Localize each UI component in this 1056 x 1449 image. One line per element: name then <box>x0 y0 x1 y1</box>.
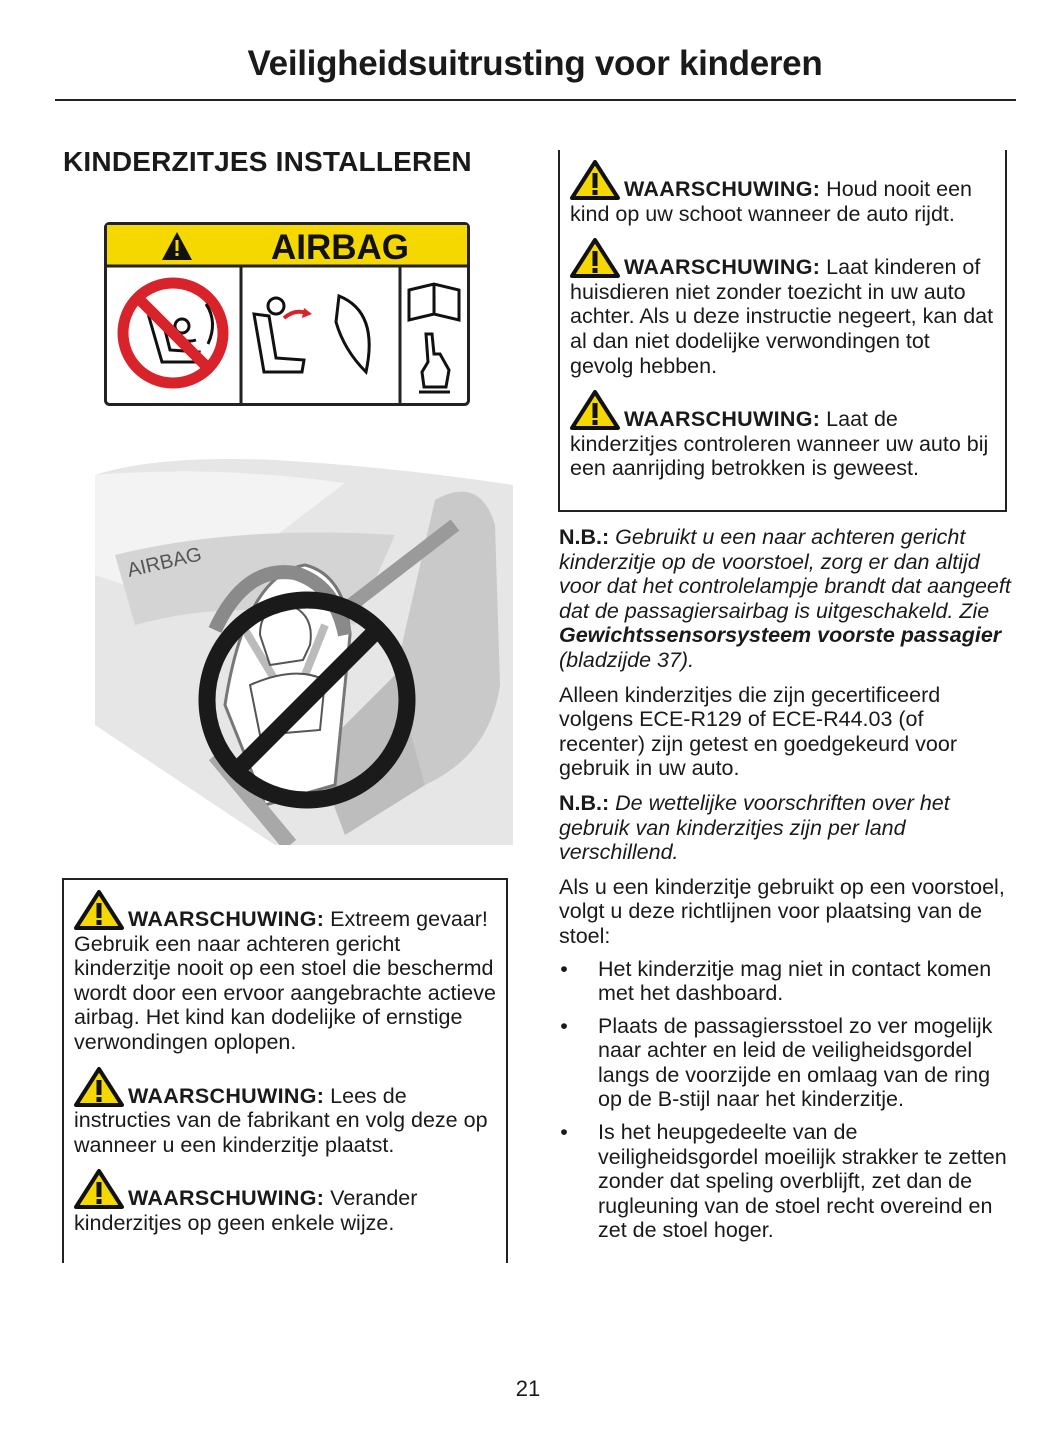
warning-label: WAARSCHUWING: <box>128 907 325 931</box>
section-heading: KINDERZITJES INSTALLEREN <box>63 146 472 177</box>
title-divider <box>55 99 1016 101</box>
note-text: De wettelijke voorschriften over het gebruik van kinderzitjes zijn per land verschillend. <box>559 790 950 865</box>
left-warning-3 <box>74 1169 498 1235</box>
warning-triangle-icon <box>570 390 620 430</box>
dashboard-airbag-text: AIRBAG <box>125 543 204 582</box>
right-warning-box <box>558 150 1007 512</box>
warning-label: WAARSCHUWING: <box>624 255 821 280</box>
list-item <box>559 1120 1011 1243</box>
list-item-text: Plaats de passagiersstoel zo ver mogelijk naar achter en leid de veiligheidsgordel langs de voorzijde en omlaag van de ring op de B-stijl naar het kinderzitje. <box>598 1013 993 1112</box>
list-item-text: Is het heupgedeelte van de veiligheidsgordel moeilijk strakker te zetten zonder dat speling overblijft, zet dan de rugleuning van de stoel recht overeind en zet de stoel hoger. <box>598 1120 1007 1243</box>
bullet-icon: • <box>560 1120 568 1145</box>
warning-text: Verander kinderzitjes op geen enkele wijze. <box>74 1186 418 1235</box>
bullet-icon: • <box>560 1013 568 1038</box>
right-column-body <box>559 525 1011 1251</box>
left-warning-1 <box>74 890 498 1055</box>
car-interior-illustration <box>95 455 513 845</box>
page-title: Veiligheidsuitrusting voor kinderen <box>247 44 823 83</box>
guidelines-intro: Als u een kinderzitje gebruikt op een voorstoel, volgt u deze richtlijnen voor plaatsing van de stoel: <box>559 874 1005 948</box>
list-item <box>559 1014 1011 1112</box>
warning-text: Extreem gevaar! Gebruik een naar achteren gericht kinderzitje nooit op een stoel die beschermd wordt door een ervoor aangebrachte actieve airbag. Het kind kan dodelijke of ernstige verwondingen oplopen. <box>74 907 496 1054</box>
warning-label: WAARSCHUWING: <box>624 177 821 201</box>
cross-reference-link[interactable]: Gewichtssensorsysteem voorste passagier <box>559 623 1002 648</box>
list-item <box>559 957 1011 1006</box>
warning-label: WAARSCHUWING: <box>624 407 821 432</box>
note-label: N.B.: <box>559 790 610 815</box>
page-number: 21 <box>515 1376 541 1401</box>
warning-triangle-icon <box>74 890 124 930</box>
bullet-icon: • <box>560 956 568 981</box>
right-warning-1 <box>570 160 997 226</box>
right-warning-2 <box>570 238 997 378</box>
right-warning-3 <box>570 390 997 481</box>
note-regulations <box>559 791 1011 865</box>
warning-triangle-icon <box>74 1169 124 1209</box>
left-warning-box <box>62 878 508 1263</box>
note-airbag-indicator <box>559 525 1011 673</box>
warning-text: Laat kinderen of huisdieren niet zonder toezicht in uw auto achter. Als u deze instructie negeert, kan dat al dan niet dodelijke verwondingen tot gevolg hebben. <box>570 255 994 378</box>
warning-triangle-icon <box>570 160 620 200</box>
left-warning-2 <box>74 1067 498 1158</box>
warning-triangle-icon <box>74 1067 124 1107</box>
no-rear-facing-seat-icon <box>123 283 223 383</box>
warning-label: WAARSCHUWING: <box>128 1083 325 1108</box>
note-text: Gebruikt u een naar achteren gericht kinderzitje op de voorstoel, zorg er dan altijd voor dat het controlelampje brandt dat aangeeft dat de passagiersairbag is uitgeschakeld. Zie <box>559 525 1011 623</box>
warning-text: Houd nooit een kind op uw schoot wanneer de auto rijdt. <box>570 177 972 226</box>
note-label: N.B.: <box>559 525 610 549</box>
airbag-label-title: AIRBAG <box>270 228 410 267</box>
certification-paragraph: Alleen kinderzitjes die zijn gecertificeerd volgens ECE-R129 of ECE-R44.03 (of recenter) zijn getest en goedgekeurd voor gebruik in uw auto. <box>559 682 957 781</box>
airbag-warning-label <box>104 222 470 406</box>
warning-label: WAARSCHUWING: <box>128 1186 325 1211</box>
warning-triangle-icon <box>570 238 620 278</box>
page-reference: (bladzijde 37). <box>559 647 695 672</box>
warning-text: Laat de kinderzitjes controleren wanneer uw auto bij een aanrijding betrokken is geweest. <box>570 407 989 481</box>
list-item-text: Het kinderzitje mag niet in contact komen met het dashboard. <box>598 956 992 1006</box>
svg-text:i: i <box>430 292 438 317</box>
warning-text: Lees de instructies van de fabrikant en volg deze op wanneer u een kinderzitje plaatst. <box>74 1083 488 1157</box>
